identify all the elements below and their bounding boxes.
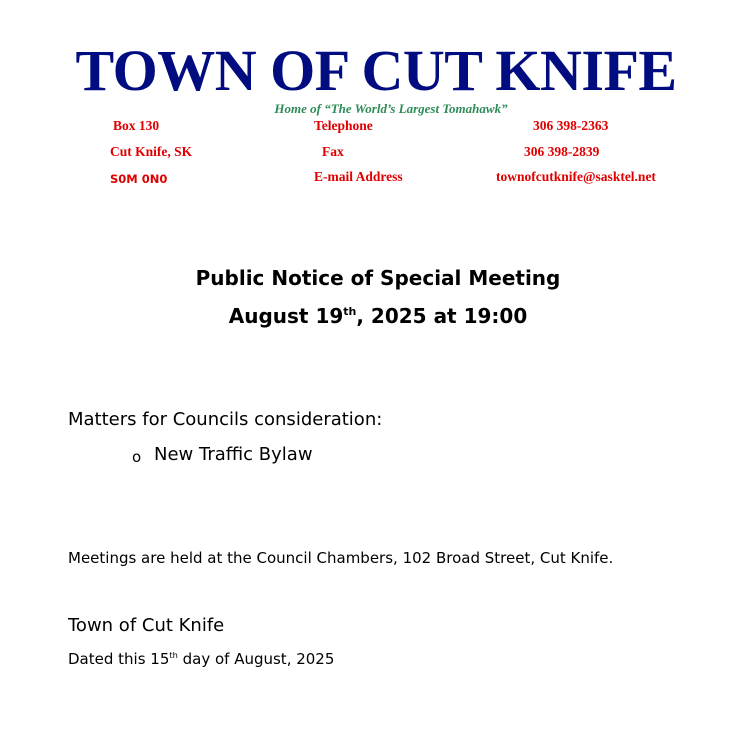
address-line-2: Cut Knife, SK [110,144,193,159]
postal-code: S0M 0N0 [110,172,168,186]
dated-prefix: Dated this 15 [68,650,170,668]
location-text: Meetings are held at the Council Chambers, 102 Broad Street, Cut Knife. [68,549,614,567]
notice-date-prefix: August 19 [228,304,344,328]
dated-line [68,649,334,669]
notice-heading: Public Notice of Special Meeting [195,266,561,290]
notice-date [0,303,730,329]
telephone-label: Telephone [314,118,373,133]
dated-ordinal: th [169,649,178,660]
letterhead-tagline: Home of “The World’s Largest Tomahawk” [274,101,508,116]
email-label: E-mail Address [314,169,403,184]
signature-name: Town of Cut Knife [68,615,225,636]
matters-intro: Matters for Councils consideration: [68,409,383,430]
fax-value: 306 398-2839 [524,144,600,159]
bullet-circle-icon: o [132,448,142,466]
dated-suffix: day of August, 2025 [177,650,335,668]
notice-date-ordinal: th [343,304,357,318]
notice-date-suffix: , 2025 at 19:00 [356,304,528,328]
telephone-value: 306 398-2363 [533,118,609,133]
letterhead-title: TOWN OF CUT KNIFE [75,38,677,103]
address-line-1: Box 130 [113,118,160,133]
email-value: townofcutknife@sasktel.net [496,169,656,184]
matters-item: New Traffic Bylaw [154,444,313,465]
fax-label: Fax [322,144,344,159]
